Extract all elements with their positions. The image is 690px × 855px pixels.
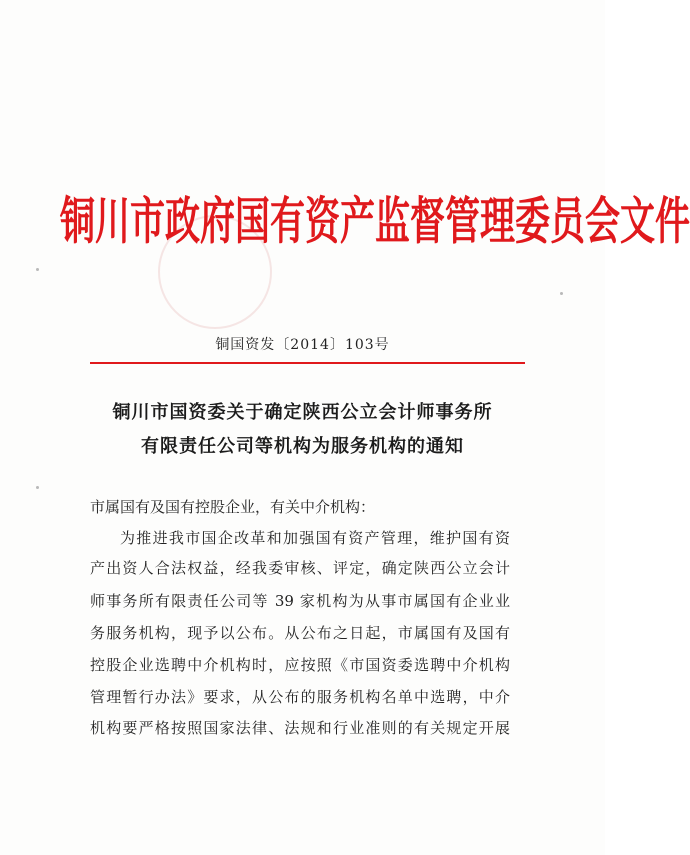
body-text-line: 控股企业选聘中介机构时，应按照《市国资委选聘中介机构: [90, 656, 510, 674]
body-text-line: 管理暂行办法》要求，从公布的服务机构名单中选聘，中介: [90, 688, 510, 706]
red-divider-rule: [90, 362, 525, 364]
scan-speck: [36, 486, 39, 489]
body-text-line: 产出资人合法权益，经我委审核、评定，确定陕西公立会计: [90, 559, 510, 577]
document-header-title: 铜川市政府国有资产监督管理委员会文件: [60, 192, 690, 252]
document-number: 铜国资发〔2014〕103号: [215, 337, 390, 353]
body-text-line: 为推进我市国企改革和加强国有资产管理，维护国有资: [120, 529, 510, 547]
body-text-line: 师事务所有限责任公司等 39 家机构为从事市属国有企业业: [90, 592, 510, 610]
body-text-line: 务服务机构，现予以公布。从公布之日起，市属国有及国有: [90, 624, 510, 642]
body-text-line: 机构要严格按照国家法律、法规和行业准则的有关规定开展: [90, 719, 510, 737]
notice-title-line-2: 有限责任公司等机构为服务机构的通知: [141, 436, 464, 457]
scan-speck: [36, 268, 39, 271]
scan-speck: [560, 292, 563, 295]
salutation: 市属国有及国有控股企业，有关中介机构：: [90, 498, 376, 516]
notice-title-line-1: 铜川市国资委关于确定陕西公立会计师事务所: [112, 402, 493, 423]
